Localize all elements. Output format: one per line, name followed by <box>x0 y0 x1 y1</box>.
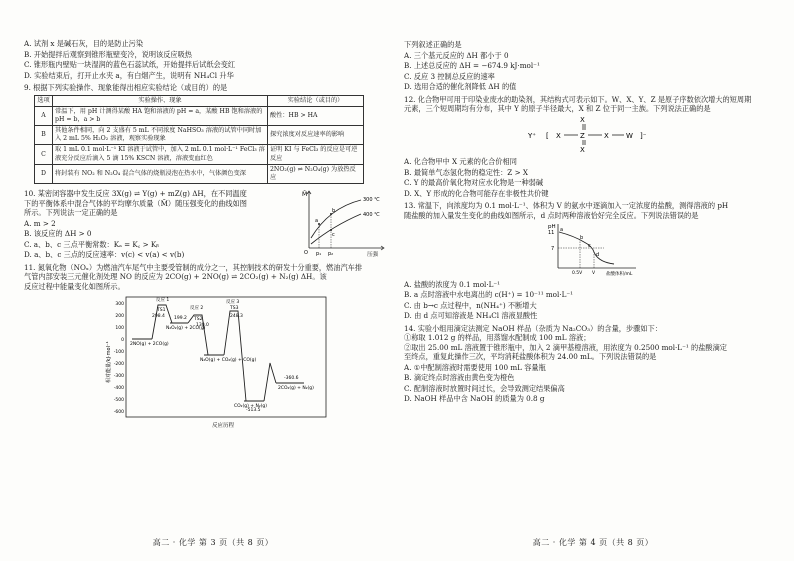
q12-stem-2: 元素，三个短周期均有分布，其中 Y 的原子半径最大，X 和 Z 位于同一主族。下列说法正确的是 <box>404 104 711 113</box>
svg-text:298.4: 298.4 <box>152 314 165 320</box>
q14-option-a: A. ①中配制溶液时需要使用 100 mL 容量瓶 <box>404 362 546 372</box>
svg-text:Y⁺: Y⁺ <box>528 131 536 140</box>
q13-option-d: D. 由 d 点可知溶液是 NH₄Cl 溶液显酸性 <box>404 311 538 320</box>
q12-stem-1: 12. 化合物甲可用于印染业废水的助染剂，其结构式可表示如下。W、X、Y、Z 是原子序数依次增大的短周期 <box>404 94 752 104</box>
q10-option-b: B. 该反应的 ΔH > 0 <box>24 229 92 239</box>
q11-option-d: D. 选用合适的催化剂降低 ΔH 的值 <box>404 82 517 91</box>
q12-option-d: D. X、Y 形成的化合物可能存在非极性共价键 <box>404 188 549 198</box>
svg-text:Z: Z <box>580 131 585 140</box>
q12-option-c: C. Y 的最高价氧化物对应水化物是一种弱碱 <box>404 178 544 187</box>
svg-text:c: c <box>332 232 335 239</box>
svg-text:130.0: 130.0 <box>196 323 209 329</box>
q8-option-c: C. 锥形瓶内壁贴一块湿润的蓝色石蕊试纸，开始提拌后试纸会变红 <box>24 60 236 69</box>
right-page <box>404 0 782 561</box>
q13-option-c: C. 由 b→c 点过程中，n(NH₄⁺) 不断增大 <box>404 300 537 310</box>
svg-text:-400: -400 <box>113 386 124 392</box>
svg-text:d: d <box>596 252 600 258</box>
q14-option-b: B. 滴定终点时溶液由黄色变为橙色 <box>404 373 515 382</box>
q13-stem-2: 随盐酸的加入量发生变化的曲线如图所示，d 点时两种溶液恰好完全反应。下列说法错误的是 <box>404 210 699 220</box>
svg-text:-300: -300 <box>113 374 124 380</box>
svg-text:O: O <box>304 250 308 257</box>
q8-option-d: D. 实验结束后，打开止水夹 a，有白烟产生，说明有 NH₄Cl 升华 <box>24 70 234 80</box>
q14-stem-1: 14. 实验小组用滴定法测定 NaOH 样品（杂质为 Na₂CO₃）的含量，步骤如下： <box>404 323 662 333</box>
svg-text:反应 3: 反应 3 <box>226 300 240 306</box>
svg-text:248.3: 248.3 <box>230 314 243 320</box>
svg-text:pH: pH <box>548 224 556 230</box>
svg-text:-513.5: -513.5 <box>246 408 261 414</box>
svg-text:a: a <box>560 227 564 233</box>
svg-text:N₂O₂(g) + 2CO(g): N₂O₂(g) + 2CO(g) <box>166 326 206 332</box>
q13-ph-graph <box>544 220 644 276</box>
table-row: C 取 1 mL 0.1 mol·L⁻¹ KI 溶液于试管中，加入 2 mL 0.1 mol·L⁻¹ FeCl₃ 溶液充分反应后滴入 5 滴 15% KSCN 溶液，溶液变血红色 证明 KI 与 FeCl₃ 的反应是可逆反应 <box>35 145 364 164</box>
svg-text:N₂O(g) + CO₂(g) + CO(g): N₂O(g) + CO₂(g) + CO(g) <box>200 358 257 364</box>
svg-text:b: b <box>332 208 336 215</box>
svg-text:2CO₂(g) + N₂(g): 2CO₂(g) + N₂(g) <box>278 386 314 392</box>
q10-option-d: D. a、b、c 三点的反应速率：v(c) < v(a) < v(b) <box>24 250 185 260</box>
q9-stem: 9. 根据下列实验操作、现象能得出相应实验结论（或目的）的是 <box>24 83 228 92</box>
svg-text:199.2: 199.2 <box>174 316 187 322</box>
q9-table <box>34 95 364 185</box>
svg-text:]⁻: ]⁻ <box>640 131 647 140</box>
svg-text:TS3: TS3 <box>230 306 239 312</box>
svg-text:0: 0 <box>121 338 124 344</box>
svg-text:b: b <box>580 235 584 241</box>
svg-text:X: X <box>580 145 585 154</box>
svg-text:-500: -500 <box>113 398 124 404</box>
svg-text:盐酸体积/mL: 盐酸体积/mL <box>606 272 633 276</box>
svg-text:c: c <box>588 243 591 249</box>
svg-text:200: 200 <box>115 314 124 320</box>
svg-text:反应 2: 反应 2 <box>190 306 204 312</box>
svg-text:CO₂(g) + N₂(g): CO₂(g) + N₂(g) <box>234 404 268 410</box>
q11-option-c: C. 反应 3 控制总反应的速率 <box>404 71 495 81</box>
y-axis-label: 相对能量/kJ·mol⁻¹ <box>106 341 112 384</box>
q11-option-b: B. 上述总反应的 ΔH = −674.9 kJ·mol⁻¹ <box>404 61 540 70</box>
q8-option-a: A. 试剂 x 是碱石灰，目的是防止污染 <box>24 39 144 48</box>
q8-option-b: B. 开始提拌后观察到锥形瓶壁变冷，说明该反应吸热 <box>24 49 192 59</box>
svg-text:[: [ <box>546 131 549 140</box>
svg-text:W: W <box>626 131 633 140</box>
q10-option-a: A. m > 2 <box>24 218 56 228</box>
q14-stem-2: ①称取 1.012 g 的样品，用蒸馏水配制成 100 mL 溶液； <box>404 333 591 342</box>
curve-400 <box>311 214 361 244</box>
table-row: B 其他条件相同，向 2 支盛有 5 mL 不同浓度 NaHSO₃ 溶液的试管中同时加入 2 mL 5% H₂O₂ 溶液，观察实验现象 探究浓度对反应速率的影响 <box>35 126 364 145</box>
q10-block <box>24 186 402 260</box>
table-header: 选项 <box>35 95 53 106</box>
q14-option-c: C. 配制溶液时放置时间过长，会导致测定结果偏高 <box>404 383 565 393</box>
q11-option-a: A. 三个基元反应的 ΔH 都小于 0 <box>404 50 509 60</box>
graph-y-label: M̄ <box>302 191 308 199</box>
q10-molar-mass-graph <box>299 186 389 258</box>
svg-text:0.5V: 0.5V <box>572 271 583 276</box>
x-axis-label: 反应历程 <box>212 423 235 430</box>
svg-text:p₂: p₂ <box>328 251 334 258</box>
q14-stem-3: ②取出 25.00 mL 溶液置于锥形瓶中，加入 2 滴甲基橙溶液，用浓度为 0.2500 mol·L⁻¹ 的盐酸滴定 <box>404 342 727 352</box>
page-footer: 高二 · 化学 第 3 页（共 8 页） <box>152 538 274 548</box>
q11-energy-diagram <box>104 293 344 433</box>
q11-stem-3: 反应过程中能量变化如图所示。 <box>24 281 125 291</box>
svg-text:-600: -600 <box>113 410 124 416</box>
svg-text:p₁: p₁ <box>316 251 322 258</box>
q11-stem-1: 11. 氮氧化物（NOₓ）为燃油汽车尾气中主要受管制的成分之一，其控制技术的研发十分重要，燃油汽车排 <box>24 262 363 272</box>
q13-option-b: B. a 点时溶液中水电离出的 c(H⁺) = 10⁻¹¹ mol·L⁻¹ <box>404 290 574 299</box>
q10-stem-1: 10. 某密闭容器中发生反应 3X(g) ⇌ Y(g) + mZ(g) ΔH，在不同温度 <box>24 189 247 199</box>
svg-text:TS2: TS2 <box>194 317 203 323</box>
q13-stem-1: 13. 常温下，向浓度均为 0.1 mol·L⁻¹、体积为 V 的氨水中逐滴加入一定浓度的盐酸，测得溶液的 pH <box>404 201 729 210</box>
curve-label-300: 300 ℃ <box>363 197 380 204</box>
q11-question: 下列叙述正确的是 <box>404 40 462 49</box>
svg-text:X: X <box>604 131 609 140</box>
q12-option-b: B. 最简单气态氢化物的稳定性：Z > X <box>404 167 528 177</box>
svg-text:X: X <box>556 131 561 140</box>
table-row: A 常温下，用 pH 计测得某酸 HA 饱和溶液的 pH = a，某酸 HB 饱和溶液的 pH = b，a > b 酸性：HB > HA <box>35 106 364 125</box>
q12-structure <box>524 114 684 154</box>
svg-text:-100: -100 <box>113 350 124 356</box>
svg-text:V: V <box>592 271 596 276</box>
q14-stem-4: 至终点，重复此操作三次，平均消耗盐酸体积为 24.00 mL。下列说法错误的是 <box>404 352 657 361</box>
svg-text:7: 7 <box>551 246 555 252</box>
table-header: 实验操作、现象 <box>53 95 268 106</box>
q13-option-a: A. 盐酸的浓度为 0.1 mol·L⁻¹ <box>404 279 501 289</box>
page-footer: 高二 · 化学 第 4 页（共 8 页） <box>532 538 654 548</box>
svg-text:11: 11 <box>548 230 555 236</box>
svg-text:a: a <box>315 218 319 225</box>
svg-text:2NO(g) + 2CO(g): 2NO(g) + 2CO(g) <box>130 342 169 348</box>
q11-stem-2: 气管内部安装三元催化剂处理 NO 的反应为 2CO(g) + 2NO(g) ⇌ 2CO₂(g) + N₂(g) ΔH。该 <box>24 272 327 282</box>
q10-option-c: C. a、b、c 三点平衡常数：Kₐ = K꜀ > Kᵦ <box>24 239 159 249</box>
curve-label-400: 400 ℃ <box>363 212 380 219</box>
q14-option-d: D. NaOH 样品中含 NaOH 的质量为 0.8 g <box>404 394 545 403</box>
svg-text:X: X <box>580 115 585 124</box>
table-header: 实验结论（或目的） <box>268 95 364 106</box>
q12-option-a: A. 化合物甲中 X 元素的化合价相同 <box>404 157 517 166</box>
svg-text:TS1: TS1 <box>157 308 166 314</box>
q10-stem-3: 所示。下列说法一定正确的是 <box>24 208 118 218</box>
left-page <box>24 0 402 561</box>
table-row: D 将封装有 NO₂ 和 N₂O₄ 混合气体的烧瓶浸泡在热水中，气体颜色变深 2NO₂(g) ⇌ N₂O₄(g) 为放热反应 <box>35 164 364 183</box>
graph-x-label: 压强 <box>367 252 379 259</box>
q10-stem-2: 下的平衡体系中混合气体的平均摩尔质量（M̄）随压强变化的曲线如图 <box>24 198 247 208</box>
svg-text:反应 1: 反应 1 <box>156 298 170 304</box>
svg-text:100: 100 <box>115 326 124 332</box>
q8-options <box>24 39 402 80</box>
svg-text:300: 300 <box>115 302 124 308</box>
curve-300 <box>311 200 361 238</box>
svg-text:-360.6: -360.6 <box>284 376 299 382</box>
svg-text:-200: -200 <box>113 362 124 368</box>
